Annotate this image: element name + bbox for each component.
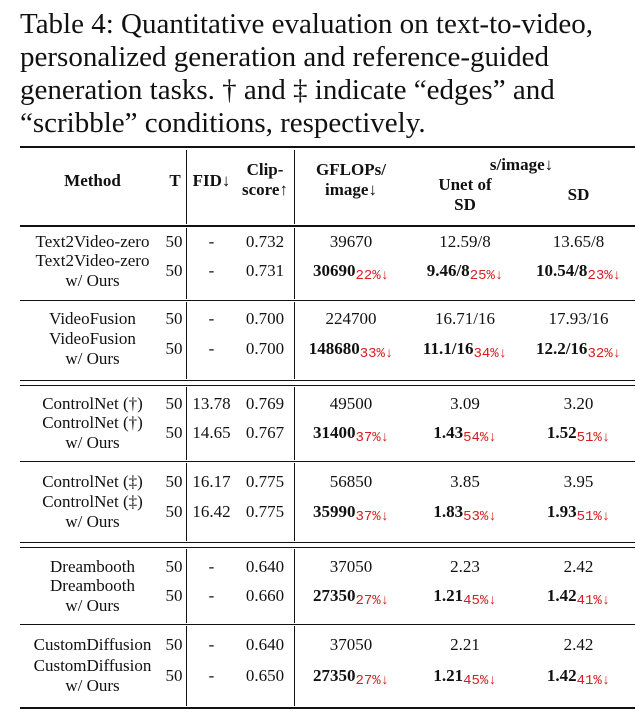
unet-cell [408, 423, 522, 445]
column-divider-clip [294, 302, 295, 379]
method-cell [20, 492, 165, 532]
sd-reduction: 51%↓ [576, 509, 611, 525]
fid-cell [186, 339, 237, 359]
clip-cell [236, 635, 294, 655]
sd-cell [522, 666, 635, 688]
fid-value: - [208, 339, 215, 358]
fid-value: - [208, 635, 215, 654]
method-variant: w/ Ours [65, 349, 120, 368]
method-name: Text2Video-zero [35, 251, 150, 270]
sd-cell [522, 472, 635, 492]
gflops-cell [294, 339, 408, 361]
clip-cell [236, 557, 294, 577]
unet-reduction: 45%↓ [463, 593, 497, 609]
t-cell [163, 261, 185, 281]
clip-cell [236, 666, 294, 686]
method-variant: w/ Ours [65, 596, 120, 615]
column-divider-clip [294, 626, 295, 706]
unet-cell [408, 394, 522, 414]
gflops-cell [294, 309, 408, 329]
method-cell [20, 635, 165, 655]
sd-cell [522, 394, 635, 414]
t-value: 50 [165, 502, 183, 521]
gflops-reduction: 33%↓ [359, 346, 394, 362]
gflops-value: 148680 [308, 339, 360, 358]
header-unet-line1: Unet of [438, 175, 492, 194]
clip-value: 0.660 [245, 586, 285, 605]
sd-cell [522, 635, 635, 655]
clip-value: 0.700 [245, 309, 285, 328]
column-divider-t [186, 228, 187, 299]
sd-value: 1.93 [546, 502, 577, 521]
gflops-value: 224700 [325, 309, 377, 328]
unet-value: 9.46/8 [426, 261, 470, 280]
unet-cell [408, 502, 522, 524]
gflops-value: 35990 [312, 502, 356, 521]
column-divider-clip [294, 387, 295, 460]
sd-reduction: 23%↓ [587, 268, 622, 284]
fid-cell [186, 394, 237, 414]
method-cell [20, 329, 165, 369]
sd-value: 2.42 [563, 635, 594, 654]
sd-value: 13.65/8 [552, 232, 605, 251]
header-unet-line2: SD [454, 195, 476, 214]
method-cell [20, 472, 165, 492]
fid-value: 13.78 [192, 394, 231, 413]
unet-cell [408, 309, 522, 329]
unet-cell [408, 339, 522, 361]
t-cell [163, 472, 185, 492]
t-value: 50 [165, 339, 183, 358]
clip-cell [236, 586, 294, 606]
column-divider-t [186, 150, 187, 224]
sd-value: 12.2/16 [535, 339, 588, 358]
method-name: CustomDiffusion [33, 656, 152, 675]
method-variant: w/ Ours [65, 271, 120, 290]
clip-cell [236, 394, 294, 414]
t-value: 50 [165, 557, 183, 576]
fid-cell [186, 557, 237, 577]
section-rule-1a [20, 380, 635, 381]
clip-cell [236, 339, 294, 359]
column-divider-t [186, 387, 187, 460]
unet-reduction: 34%↓ [473, 346, 508, 362]
gflops-cell [294, 666, 408, 688]
clip-cell [236, 232, 294, 252]
gflops-value: 30690 [312, 261, 356, 280]
gflops-reduction: 22%↓ [355, 268, 390, 284]
gflops-reduction: 37%↓ [355, 509, 390, 525]
t-cell [163, 309, 185, 329]
method-name: VideoFusion [49, 309, 136, 328]
gflops-cell [294, 635, 408, 655]
clip-cell [236, 472, 294, 492]
method-cell [20, 394, 165, 414]
t-value: 50 [165, 232, 183, 251]
gflops-cell [294, 423, 408, 445]
sd-cell [522, 339, 635, 361]
unet-reduction: 53%↓ [463, 509, 497, 525]
fid-value: - [208, 586, 215, 605]
header-rule [20, 225, 635, 227]
method-cell [20, 656, 165, 696]
t-value: 50 [165, 423, 183, 442]
gflops-value: 56850 [329, 472, 373, 491]
sd-cell [522, 261, 635, 283]
fid-value: 14.65 [192, 423, 231, 442]
clip-cell [236, 502, 294, 522]
method-name: ControlNet (†) [42, 394, 143, 413]
column-divider-clip [294, 228, 295, 299]
t-value: 50 [165, 394, 183, 413]
clip-value: 0.775 [245, 472, 285, 491]
header-clip-line2: score↑ [242, 180, 288, 199]
clip-value: 0.700 [245, 339, 285, 358]
unet-cell [408, 557, 522, 577]
sd-cell [522, 309, 635, 329]
sd-value: 2.42 [563, 557, 594, 576]
fid-cell [186, 502, 237, 522]
t-value: 50 [165, 666, 183, 685]
fid-cell [186, 635, 237, 655]
fid-cell [186, 261, 237, 281]
unet-value: 1.43 [433, 423, 464, 442]
header-method: Method [64, 171, 121, 190]
method-name: Dreambooth [50, 576, 135, 595]
column-divider-t [186, 463, 187, 541]
gflops-cell [294, 261, 408, 283]
method-variant: w/ Ours [65, 676, 120, 695]
method-name: ControlNet (‡) [42, 472, 143, 491]
unet-value: 1.21 [433, 586, 464, 605]
fid-cell [186, 472, 237, 492]
method-cell [20, 309, 165, 329]
method-name: VideoFusion [49, 329, 136, 348]
unet-cell [408, 232, 522, 252]
gflops-value: 37050 [329, 557, 373, 576]
clip-value: 0.775 [245, 502, 285, 521]
fid-value: - [208, 232, 215, 251]
gflops-value: 39670 [329, 232, 373, 251]
gflops-cell [294, 557, 408, 577]
fid-value: - [208, 309, 215, 328]
method-cell [20, 232, 165, 252]
sd-reduction: 41%↓ [576, 593, 611, 609]
clip-value: 0.731 [245, 261, 285, 280]
method-variant: w/ Ours [65, 512, 120, 531]
method-cell [20, 251, 165, 291]
group-rule [20, 461, 635, 462]
t-cell [163, 666, 185, 686]
sd-reduction: 41%↓ [576, 673, 611, 689]
fid-value: 16.17 [192, 472, 231, 491]
unet-value: 16.71/16 [435, 309, 495, 328]
gflops-value: 31400 [312, 423, 356, 442]
t-value: 50 [165, 309, 183, 328]
method-name: ControlNet (†) [42, 413, 143, 432]
method-name: CustomDiffusion [33, 635, 152, 654]
bottom-rule [20, 707, 635, 709]
header-clip-line1: Clip- [246, 160, 284, 179]
method-name: Text2Video-zero [35, 232, 150, 251]
group-rule [20, 624, 635, 625]
sd-cell [522, 586, 635, 608]
unet-reduction: 45%↓ [463, 673, 497, 689]
gflops-cell [294, 502, 408, 524]
top-rule [20, 146, 635, 148]
fid-cell [186, 232, 237, 252]
t-cell [163, 339, 185, 359]
method-cell [20, 413, 165, 453]
section-rule-2a [20, 542, 635, 543]
unet-value: 3.09 [450, 394, 480, 413]
clip-value: 0.732 [245, 232, 285, 251]
fid-value: 16.42 [192, 502, 231, 521]
sd-cell [522, 423, 635, 445]
t-cell [163, 586, 185, 606]
gflops-reduction: 27%↓ [355, 673, 390, 689]
column-divider-t [186, 302, 187, 379]
column-divider-clip [294, 463, 295, 541]
fid-cell [186, 309, 237, 329]
column-divider-t [186, 626, 187, 706]
clip-value: 0.650 [245, 666, 285, 685]
method-variant: w/ Ours [65, 433, 120, 452]
gflops-value: 49500 [329, 394, 373, 413]
gflops-cell [294, 232, 408, 252]
t-value: 50 [165, 472, 183, 491]
t-value: 50 [165, 635, 183, 654]
t-value: 50 [165, 586, 183, 605]
header-unet [408, 175, 522, 215]
column-divider-clip [294, 150, 295, 224]
gflops-cell [294, 586, 408, 608]
clip-value: 0.767 [245, 423, 285, 442]
clip-cell [236, 309, 294, 329]
t-cell [163, 557, 185, 577]
fid-value: - [208, 557, 215, 576]
unet-value: 3.85 [450, 472, 480, 491]
gflops-value: 27350 [312, 666, 356, 685]
sd-value: 1.52 [546, 423, 577, 442]
method-name: ControlNet (‡) [42, 492, 143, 511]
sd-reduction: 51%↓ [576, 430, 611, 446]
t-cell [163, 423, 185, 443]
fid-cell [186, 666, 237, 686]
header-clip [236, 160, 294, 200]
clip-value: 0.640 [245, 635, 285, 654]
gflops-reduction: 27%↓ [355, 593, 390, 609]
gflops-value: 27350 [312, 586, 356, 605]
clip-cell [236, 261, 294, 281]
sd-value: 3.20 [563, 394, 594, 413]
t-cell [163, 635, 185, 655]
unet-value: 12.59/8 [439, 232, 491, 251]
fid-value: - [208, 261, 215, 280]
unet-value: 1.83 [433, 502, 464, 521]
header-simage: s/image↓ [489, 155, 554, 174]
t-cell [163, 394, 185, 414]
column-divider-t [186, 549, 187, 623]
method-name: Dreambooth [50, 557, 135, 576]
sd-value: 10.54/8 [535, 261, 588, 280]
unet-cell [408, 666, 522, 688]
gflops-reduction: 37%↓ [355, 430, 390, 446]
sd-value: 17.93/16 [548, 309, 609, 328]
sd-value: 3.95 [563, 472, 594, 491]
gflops-cell [294, 394, 408, 414]
t-cell [163, 502, 185, 522]
table-caption: Table 4: Quantitative evaluation on text-to-video, personalized generation and reference-guided generation tasks. † and ‡ indicate “edges” and “scribble” conditions, respectively. [20, 8, 593, 139]
gflops-value: 37050 [329, 635, 373, 654]
sd-cell [522, 557, 635, 577]
sd-value: 1.42 [546, 586, 577, 605]
header-gflops-line2: image↓ [325, 180, 377, 199]
unet-reduction: 25%↓ [469, 268, 504, 284]
section-rule-1b [20, 385, 635, 386]
unet-value: 1.21 [433, 666, 464, 685]
sd-cell [522, 502, 635, 524]
unet-cell [408, 472, 522, 492]
t-cell [163, 232, 185, 252]
header-gflops [294, 160, 408, 200]
column-divider-clip [294, 549, 295, 623]
header-fid: FID↓ [192, 171, 231, 190]
unet-cell [408, 586, 522, 608]
header-gflops-line1: GFLOPs/ [316, 160, 386, 179]
sd-reduction: 32%↓ [587, 346, 622, 362]
clip-value: 0.640 [245, 557, 285, 576]
section-rule-2b [20, 547, 635, 548]
unet-reduction: 54%↓ [463, 430, 497, 446]
clip-cell [236, 423, 294, 443]
method-cell [20, 576, 165, 616]
fid-cell [186, 423, 237, 443]
unet-value: 11.1/16 [422, 339, 474, 358]
clip-value: 0.769 [245, 394, 285, 413]
unet-value: 2.23 [450, 557, 480, 576]
unet-value: 2.21 [450, 635, 480, 654]
sd-value: 1.42 [546, 666, 577, 685]
fid-cell [186, 586, 237, 606]
sd-cell [522, 232, 635, 252]
gflops-cell [294, 472, 408, 492]
group-rule [20, 300, 635, 301]
method-cell [20, 557, 165, 577]
unet-cell [408, 261, 522, 283]
header-t: T [169, 171, 181, 190]
unet-cell [408, 635, 522, 655]
header-sd: SD [567, 185, 590, 204]
fid-value: - [208, 666, 215, 685]
t-value: 50 [165, 261, 183, 280]
